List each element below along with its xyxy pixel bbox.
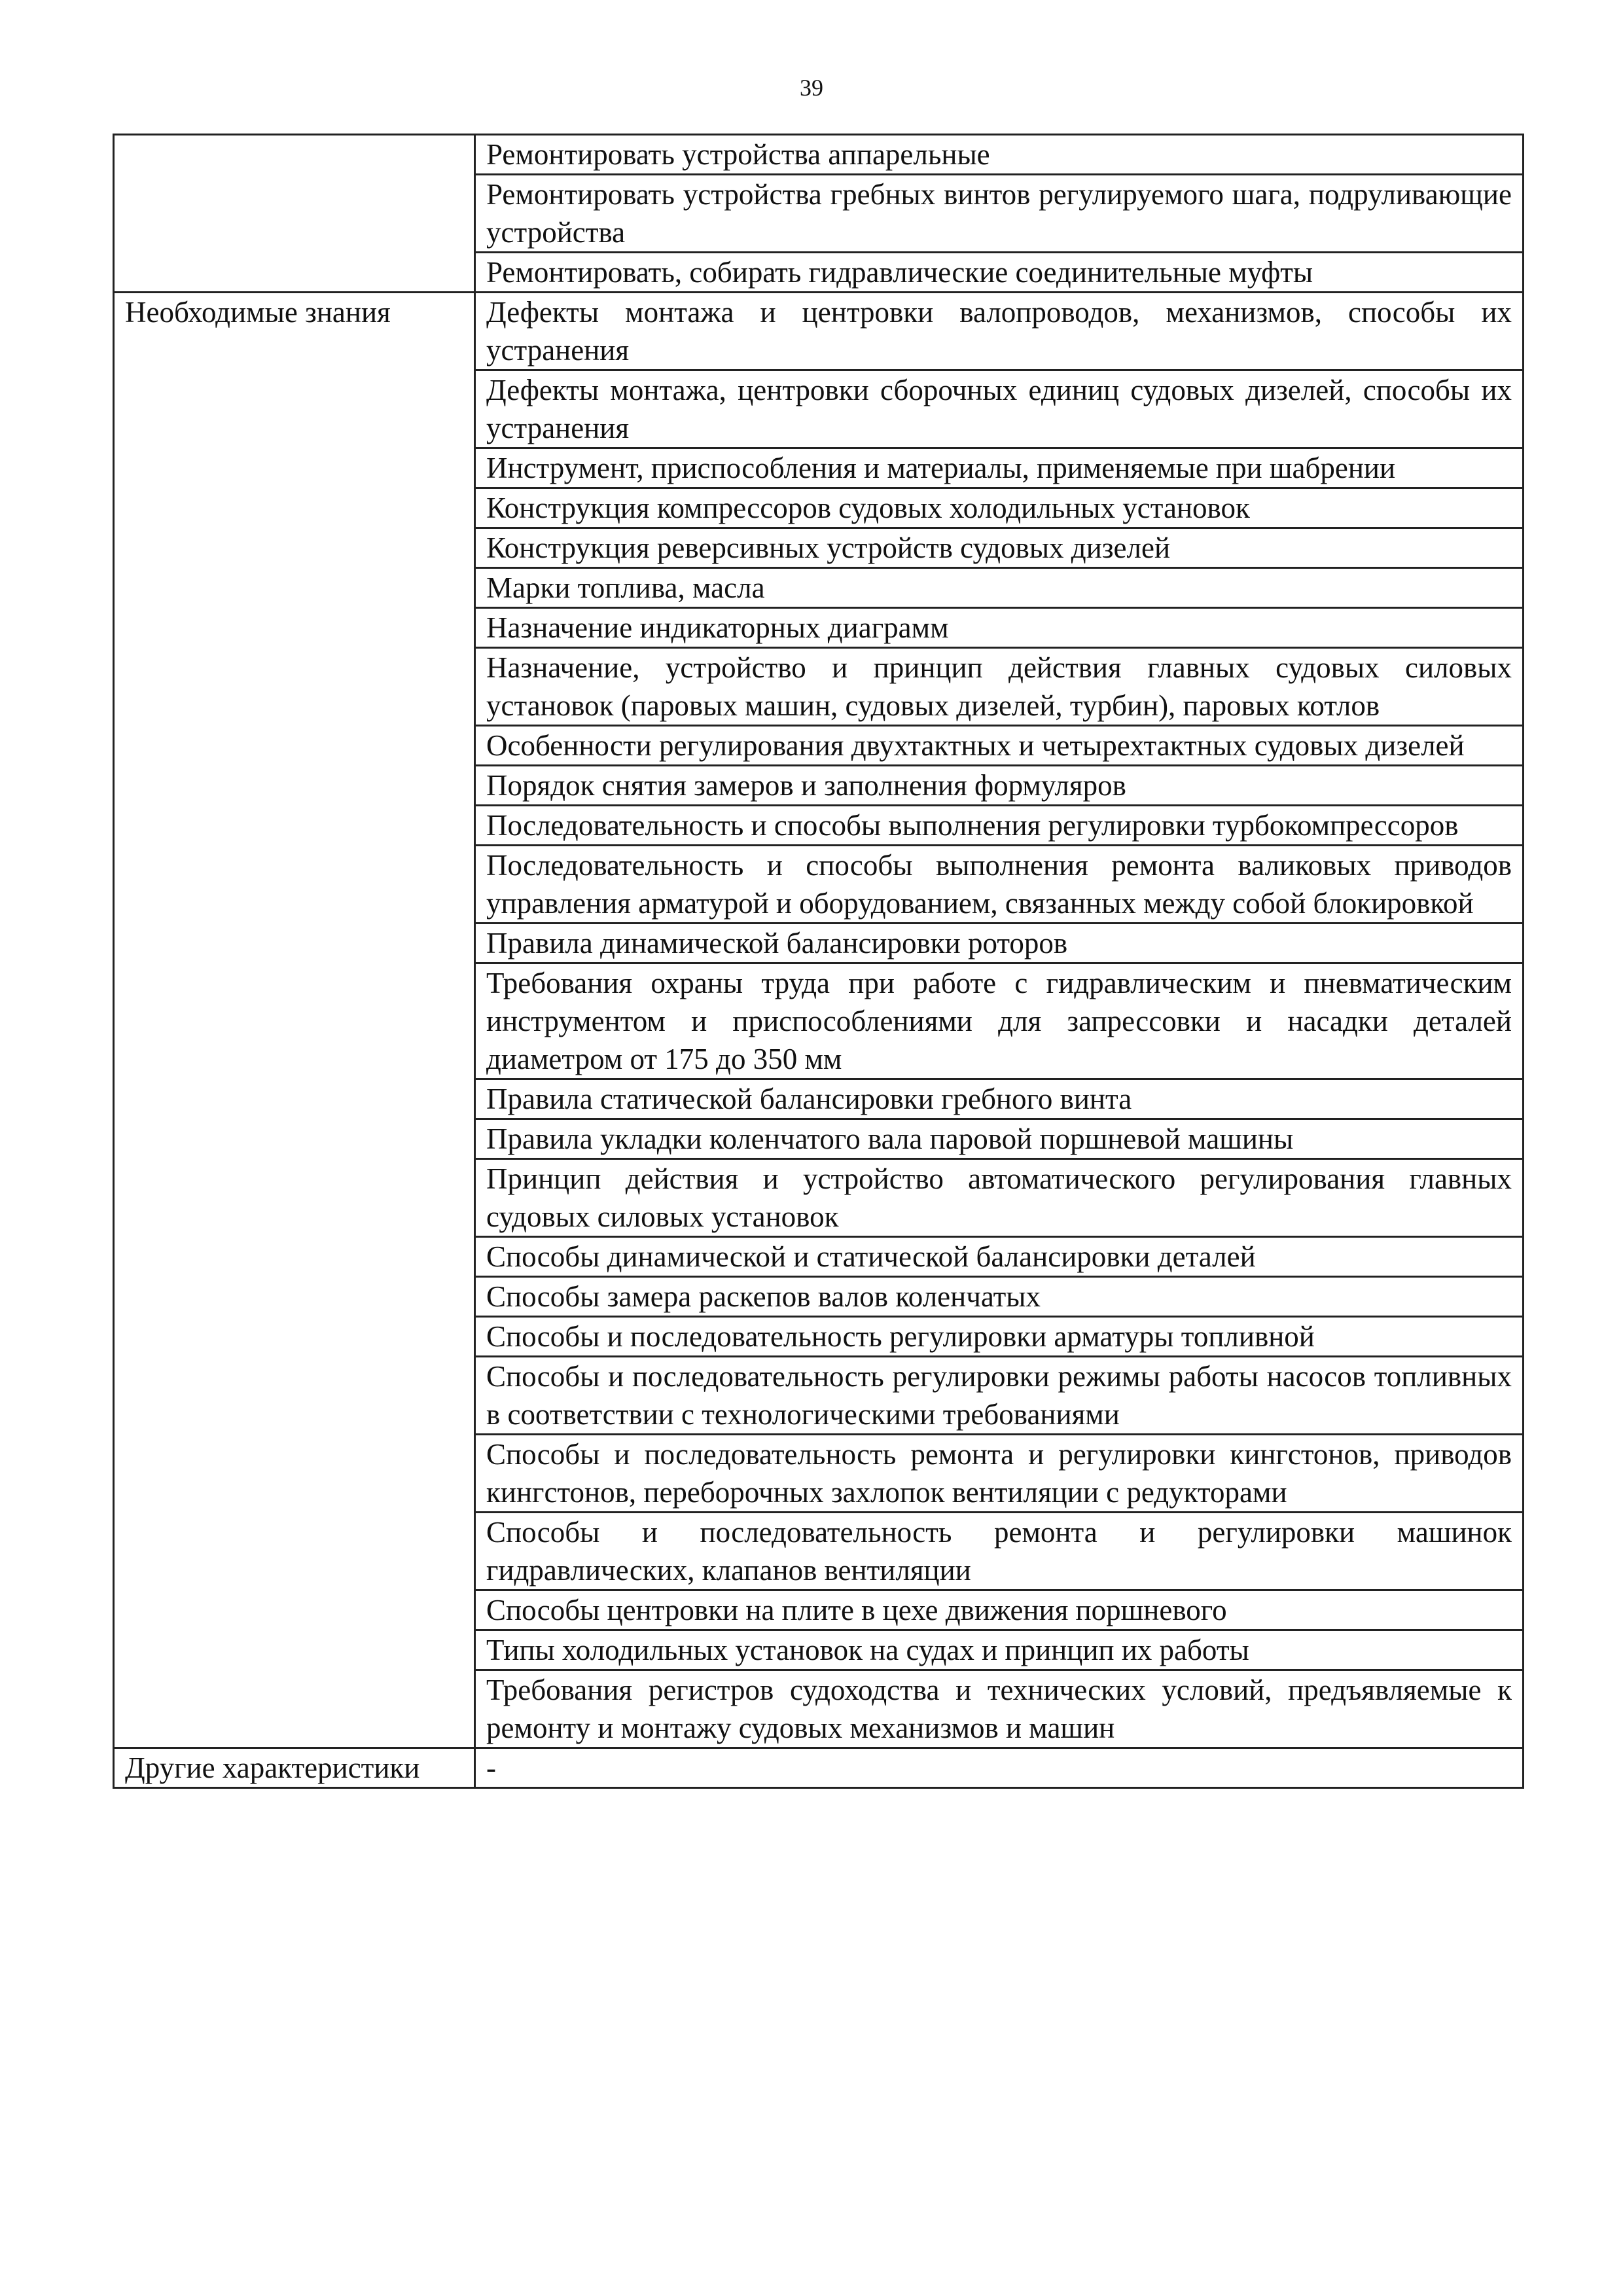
knowledge-item: Требования регистров судоходства и технических условий, предъявляемые к ремонту и монтажу судовых механизмов и машин [475,1670,1524,1748]
table-row [114,1748,1524,1788]
knowledge-item: Конструкция реверсивных устройств судовых дизелей [475,528,1524,568]
knowledge-item: Типы холодильных установок на судах и принцип их работы [475,1630,1524,1670]
knowledge-item: Способы и последовательность регулировки арматуры топливной [475,1317,1524,1357]
action-item: Ремонтировать устройства гребных винтов регулируемого шага, подруливающие устройства [475,175,1524,253]
knowledge-item: Последовательность и способы выполнения ремонта валиковых приводов управления арматурой и оборудованием, связанных между собой блокировкой [475,846,1524,924]
knowledge-item: Способы и последовательность ремонта и регулировки машинок гидравлических, клапанов вентиляции [475,1513,1524,1590]
knowledge-item: Конструкция компрессоров судовых холодильных установок [475,488,1524,528]
row-label-other: Другие характеристики [114,1748,475,1788]
knowledge-item: Последовательность и способы выполнения регулировки турбокомпрессоров [475,806,1524,846]
knowledge-item: Правила статической балансировки гребного винта [475,1079,1524,1119]
qualification-table [113,134,1524,1789]
page-number: 39 [800,75,823,101]
knowledge-item: Способы и последовательность регулировки режимы работы насосов топливных в соответствии с технологическими требованиями [475,1357,1524,1435]
knowledge-item: Марки топлива, масла [475,568,1524,608]
knowledge-item: Способы и последовательность ремонта и регулировки кингстонов, приводов кингстонов, переборочных захлопок вентиляции с редукторами [475,1435,1524,1513]
qualification-table-body [114,135,1524,1788]
table-row [114,293,1524,370]
table-row [114,135,1524,175]
knowledge-item: Дефекты монтажа, центровки сборочных единиц судовых дизелей, способы их устранения [475,370,1524,448]
knowledge-item: Назначение, устройство и принцип действия главных судовых силовых установок (паровых машин, судовых дизелей, турбин), паровых котлов [475,648,1524,726]
knowledge-item: Требования охраны труда при работе с гидравлическим и пневматическим инструментом и приспособлениями для запрессовки и насадки деталей диаметром от 175 до 350 мм [475,963,1524,1079]
knowledge-item: Принцип действия и устройство автоматического регулирования главных судовых силовых установок [475,1159,1524,1237]
knowledge-item: Способы замера раскепов валов коленчатых [475,1277,1524,1317]
knowledge-item: Способы динамической и статической балансировки деталей [475,1237,1524,1277]
row-label-empty [114,135,475,293]
row-label-knowledge: Необходимые знания [114,293,475,1748]
knowledge-item: Правила укладки коленчатого вала паровой поршневой машины [475,1119,1524,1159]
knowledge-item: Дефекты монтажа и центровки валопроводов, механизмов, способы их устранения [475,293,1524,370]
knowledge-item: Инструмент, приспособления и материалы, применяемые при шабрении [475,448,1524,488]
other-value: - [475,1748,1524,1788]
knowledge-item: Порядок снятия замеров и заполнения формуляров [475,766,1524,806]
knowledge-item: Правила динамической балансировки роторов [475,924,1524,963]
action-item: Ремонтировать, собирать гидравлические соединительные муфты [475,253,1524,293]
knowledge-item: Способы центровки на плите в цехе движения поршневого [475,1590,1524,1630]
knowledge-item: Назначение индикаторных диаграмм [475,608,1524,648]
action-item: Ремонтировать устройства аппарельные [475,135,1524,175]
knowledge-item: Особенности регулирования двухтактных и четырехтактных судовых дизелей [475,726,1524,766]
